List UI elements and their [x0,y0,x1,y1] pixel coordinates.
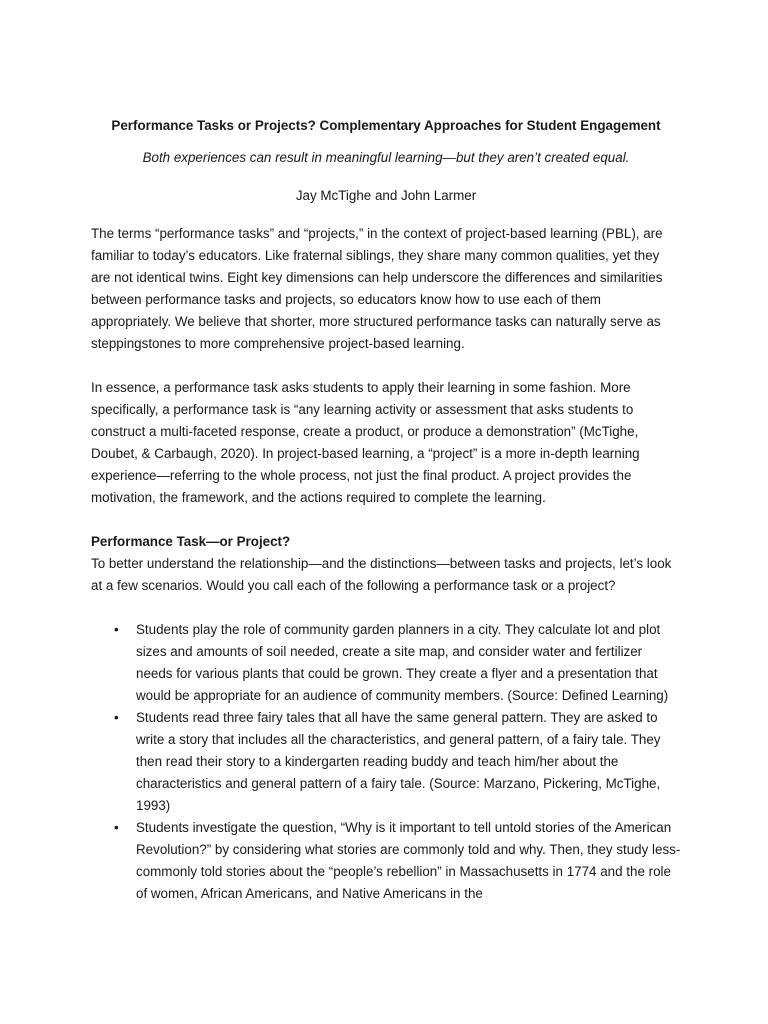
bullet-icon: • [114,820,119,835]
document-body [91,115,681,905]
paragraph-scenarios: To better understand the relationship—and the distinctions—between tasks and projects, let’s look at a few scenarios. Would you call each of the following a performance task or a project? [91,556,672,593]
document-title: Performance Tasks or Projects? Complementary Approaches for Student Engagement [111,118,661,133]
list-item-text: Students investigate the question, “Why is it important to tell untold stories of the American Revolution?” by considering what stories are commonly told and why. Then, they study less-commonly told stories about the “people’s rebellion” in Massachusetts in 1774 and the role of women, African Americans, and Native Americans in the [136,820,681,901]
list-item [91,707,681,817]
document-subtitle: Both experiences can result in meaningful learning—but they aren’t created equal. [142,150,630,165]
list-item-text: Students play the role of community garden planners in a city. They calculate lot and plot sizes and amounts of soil needed, create a site map, and consider water and fertilizer needs for various plants that could be grown. They create a flyer and a presentation that would be appropriate for an audience of community members. (Source: Defined Learning) [136,622,669,703]
list-item [91,817,681,905]
document-authors: Jay McTighe and John Larmer [295,188,477,203]
scenario-list [91,619,681,905]
list-item [91,619,681,707]
list-item-text: Students read three fairy tales that all have the same general pattern. They are asked to write a story that includes all the characteristics, and general pattern, of a fairy tale. They then read their story to a kindergarten reading buddy and teach him/her about the characteristics and general pattern of a fairy tale. (Source: Marzano, Pickering, McTighe, 1993) [136,710,661,813]
paragraph-definition: In essence, a performance task asks students to apply their learning in some fashion. More specifically, a performance task is “any learning activity or assessment that asks students to construct a multi-faceted response, create a product, or produce a demonstration” (McTighe, Doubet, & Carbaugh, 2020). In project-based learning, a “project” is a more in-depth learning experience—referring to the whole process, not just the final product. A project provides the motivation, the framework, and the actions required to complete the learning. [91,380,640,505]
section-heading: Performance Task—or Project? [91,534,291,549]
bullet-icon: • [114,622,119,637]
bullet-icon: • [114,710,119,725]
paragraph-intro: The terms “performance tasks” and “projects,” in the context of project-based learning (PBL), are familiar to today’s educators. Like fraternal siblings, they share many common qualities, yet they are not identical twins. Eight key dimensions can help underscore the differences and similarities between performance tasks and projects, so educators know how to use each of them appropriately. We believe that shorter, more structured performance tasks can naturally serve as steppingstones to more comprehensive project-based learning. [91,226,663,351]
